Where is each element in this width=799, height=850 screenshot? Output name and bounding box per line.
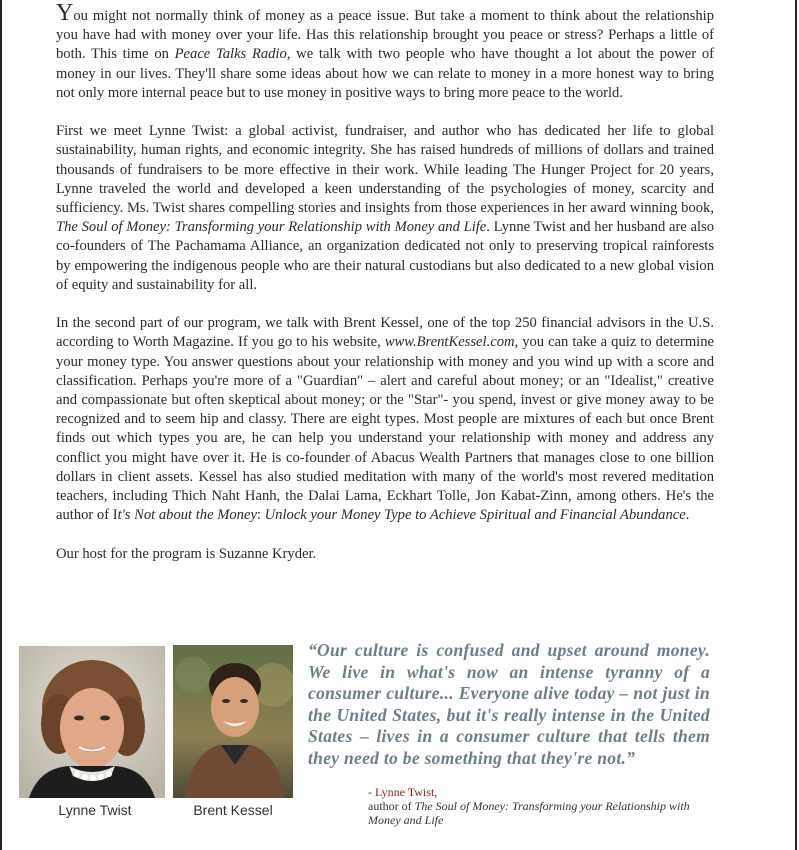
photo-lynne-twist xyxy=(19,646,165,798)
attribution-prefix: author of xyxy=(368,799,415,813)
website-link[interactable]: www.BrentKessel.com xyxy=(384,334,515,351)
paragraph-text: . Lynne Twist and her husband are also co-founders of The Pachamama Alliance, an organization dedicated not only to preserving tropical rainforests by empowering the indigenous people who are their natural custodians but also dedicated to a new global vision of equity and sustainability for all. xyxy=(56,219,714,293)
paragraph-text: , we talk with two people who have thought a lot about the power of money in our lives. They'll share some ideas about how we can relate to money in a more honest way to bring not only more internal peace but to use money in positive ways to bring more peace to the world. xyxy=(56,46,714,101)
paragraph-text: ou might not normally think of money as a peace issue. But take a moment to think about the relationship you have had with money over your life. Has this relationship brought you peace or stress? Perhaps a little of both. This time on xyxy=(56,8,714,63)
paragraph-text: : xyxy=(256,507,265,524)
pull-quote: “Our culture is confused and upset around money. We live in what's now an intense tyranny of a consumer culture... Everyone alive today – not just in the United States, but it's really intense in the United States – lives in a consumer culture that tells them they need to be something that they're not.” xyxy=(308,640,710,768)
paragraph-text: . xyxy=(685,507,690,524)
caption-lynne-twist: Lynne Twist xyxy=(58,802,132,818)
book-subtitle: Unlock your Money Type to Achieve Spiritual and Financial Abundance xyxy=(264,507,686,524)
attribution-name: Lynne Twist, xyxy=(375,785,438,799)
paragraph-text: , you can take a quiz to determine your money type. You answer questions about your relationship with money and you wind up with a score and classification. Perhaps you're more of a "Guardian" – alert and careful about money; or an "Idealist," creative and compassionate but often skeptical about money; or the "Star"- you spend, invest or give money away to be recognized and to seem hip and classy. There are eight types. Most people are mixtures of each but once Brent finds out which types you are, he can help you understand your relationship with money and address any conflict you might have over it. He is co-founder of Abacus Wealth Partners that manages close to one billion dollars in client assets. Kessel has also studied meditation with many of the world's most revered meditation teachers, including Thich Naht Hanh, the Dalai Lama, Eckhart Tolle, Jon Kabat-Zinn, among others. He's the author of I xyxy=(56,334,715,524)
paragraph-lynne-twist xyxy=(56,122,714,295)
attribution-dash: - xyxy=(368,785,375,799)
caption-brent-kessel: Brent Kessel xyxy=(193,802,273,818)
paragraph-text: In the second part of our program, we talk with Brent Kessel, one of the top 250 financial advisors in the U.S. according to Worth Magazine. If you go to his website, xyxy=(56,315,714,351)
book-title: t's Not about the Money xyxy=(117,507,257,524)
attribution-book: The Soul of Money: Transforming your Relationship with Money and Life xyxy=(368,799,690,827)
drop-cap: Y xyxy=(56,0,74,26)
paragraph-intro xyxy=(56,0,714,103)
article-body xyxy=(56,0,715,583)
show-title: Peace Talks Radio xyxy=(174,46,287,63)
book-title: The Soul of Money: Transforming your Relationship with Money and Life xyxy=(56,219,487,236)
paragraph-brent-kessel xyxy=(56,314,714,525)
paragraph-text: First we meet Lynne Twist: a global activist, fundraiser, and author who has dedicated her life to global sustainability, human rights, and economic integrity. She has raised hundreds of millions of dollars and trained thousands of fundraisers to be more effective in their work. While leading The Hunger Project for 20 years, Lynne traveled the world and developed a keen understanding of the psychologies of money, scarcity and sufficiency. Ms. Twist shares compelling stories and insights from those experiences in her award winning book, xyxy=(56,123,714,217)
photo-brent-kessel xyxy=(173,645,293,798)
paragraph-host: Our host for the program is Suzanne Kryder. xyxy=(56,545,317,562)
quote-attribution xyxy=(368,785,698,827)
